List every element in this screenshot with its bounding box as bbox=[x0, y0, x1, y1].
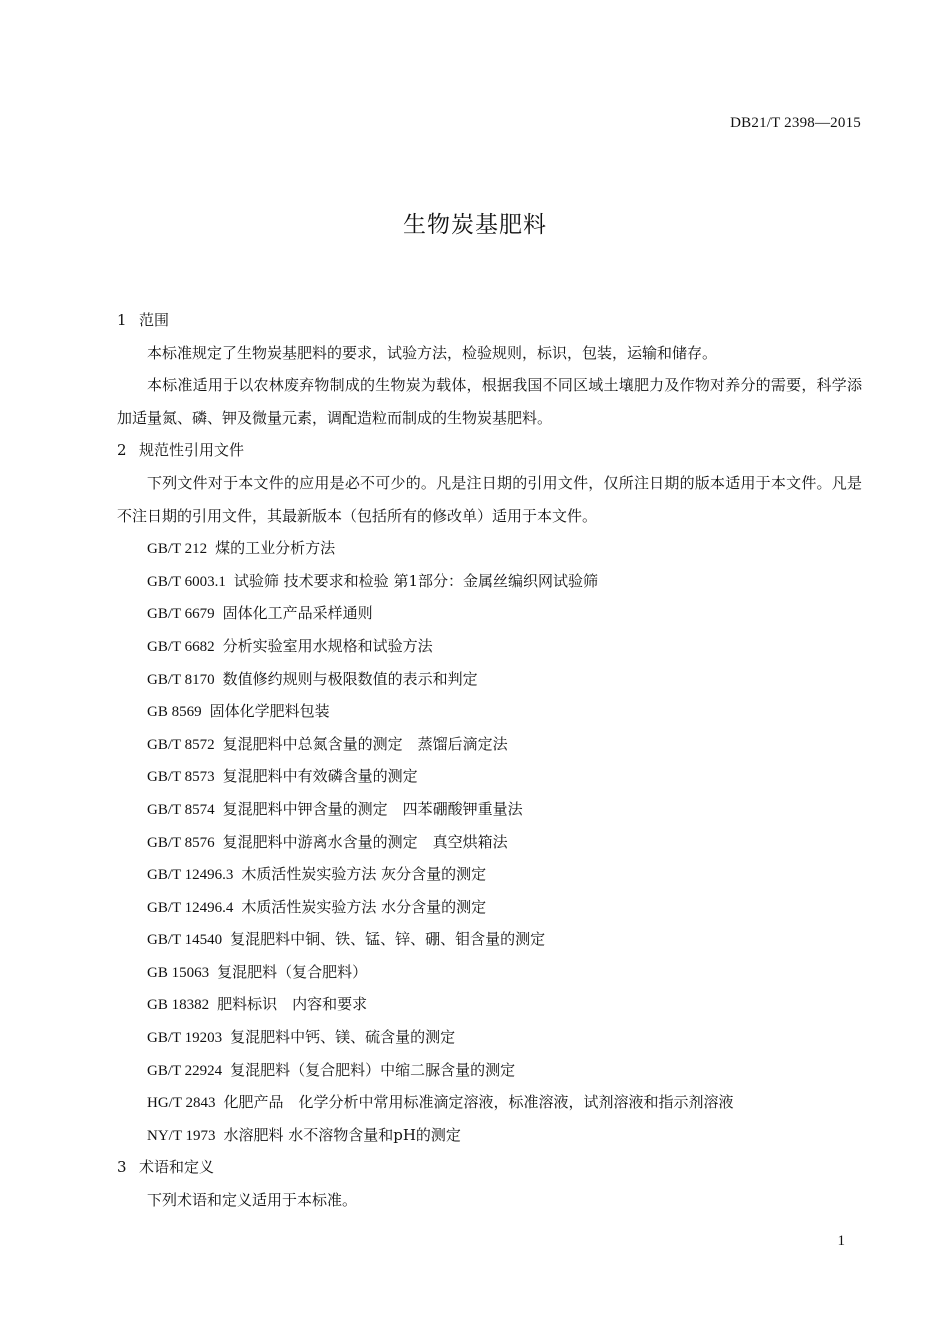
reference-title: 复混肥料中总氮含量的测定 蒸馏后滴定法 bbox=[222, 734, 508, 753]
reference-code: GB/T 8574 bbox=[147, 801, 215, 818]
reference-item bbox=[117, 537, 862, 570]
reference-title: 水溶肥料 水不溶物含量和pH的测定 bbox=[223, 1125, 461, 1144]
reference-code: GB/T 19203 bbox=[147, 1030, 223, 1047]
reference-title: 复混肥料中游离水含量的测定 真空烘箱法 bbox=[222, 832, 508, 851]
reference-code: GB/T 6679 bbox=[147, 606, 215, 623]
reference-code: GB/T 8576 bbox=[147, 834, 215, 851]
reference-title: 复混肥料中钾含量的测定 四苯硼酸钾重量法 bbox=[222, 799, 523, 818]
section-number: 2 bbox=[117, 441, 127, 460]
reference-title: 复混肥料中铜、铁、锰、锌、硼、钼含量的测定 bbox=[230, 930, 546, 949]
reference-code: GB 15063 bbox=[147, 964, 210, 981]
reference-code: GB/T 6682 bbox=[147, 638, 215, 655]
section-heading-terms-definitions bbox=[117, 1156, 862, 1189]
reference-code: NY/T 1973 bbox=[147, 1127, 216, 1144]
reference-item bbox=[117, 1091, 862, 1124]
reference-item bbox=[117, 1124, 862, 1157]
reference-code: GB/T 8572 bbox=[147, 736, 215, 753]
reference-item bbox=[117, 961, 862, 994]
reference-item bbox=[117, 668, 862, 701]
section-title: 范围 bbox=[139, 311, 170, 329]
reference-code: GB/T 212 bbox=[147, 541, 208, 558]
reference-code: GB/T 8573 bbox=[147, 769, 215, 786]
scope-paragraph-2: 本标准适用于以农林废弃物制成的生物炭为载体，根据我国不同区域土壤肥力及作物对养分的需要，科学添加适量氮、磷、钾及微量元素，调配造粒而制成的生物炭基肥料。 bbox=[117, 376, 862, 427]
reference-title: 固体化工产品采样通则 bbox=[222, 604, 373, 623]
reference-title: 复混肥料（复合肥料）中缩二脲含量的测定 bbox=[230, 1060, 516, 1079]
reference-item bbox=[117, 733, 862, 766]
reference-item bbox=[117, 896, 862, 929]
reference-code: GB/T 12496.4 bbox=[147, 899, 234, 916]
reference-title: 固体化学肥料包装 bbox=[209, 702, 330, 721]
reference-item bbox=[117, 570, 862, 603]
reference-title: 复混肥料中钙、镁、硫含量的测定 bbox=[230, 1028, 456, 1047]
reference-item bbox=[117, 798, 862, 831]
reference-item bbox=[117, 1026, 862, 1059]
reference-item bbox=[117, 602, 862, 635]
section-number: 1 bbox=[117, 311, 127, 329]
reference-list bbox=[117, 537, 862, 1156]
reference-title: 数值修约规则与极限数值的表示和判定 bbox=[222, 669, 478, 688]
reference-item bbox=[117, 1059, 862, 1092]
reference-item bbox=[117, 928, 862, 961]
reference-item bbox=[117, 700, 862, 733]
section-heading-scope bbox=[117, 309, 862, 342]
reference-code: HG/T 2843 bbox=[147, 1095, 216, 1112]
reference-title: 复混肥料（复合肥料） bbox=[217, 962, 368, 981]
document-title: 生物炭基肥料 bbox=[403, 212, 547, 238]
standard-number: DB21/T 2398—2015 bbox=[730, 115, 861, 131]
section-number: 3 bbox=[117, 1158, 127, 1177]
reference-title: 木质活性炭实验方法 水分含量的测定 bbox=[241, 897, 487, 916]
page-number: 1 bbox=[837, 1233, 845, 1249]
reference-code: GB/T 6003.1 bbox=[147, 573, 226, 590]
reference-title: 分析实验室用水规格和试验方法 bbox=[222, 636, 433, 655]
terms-intro-paragraph: 下列术语和定义适用于本标准。 bbox=[147, 1191, 358, 1210]
document-body bbox=[117, 309, 862, 1222]
reference-item bbox=[117, 635, 862, 668]
reference-code: GB/T 14540 bbox=[147, 932, 223, 949]
section-title: 术语和定义 bbox=[139, 1158, 215, 1177]
reference-title: 肥料标识 内容和要求 bbox=[217, 995, 368, 1014]
reference-title: 化肥产品 化学分析中常用标准滴定溶液，标准溶液，试剂溶液和指示剂溶液 bbox=[223, 1093, 734, 1112]
reference-item bbox=[117, 993, 862, 1026]
reference-title: 煤的工业分析方法 bbox=[215, 539, 336, 558]
reference-code: GB/T 8170 bbox=[147, 671, 215, 688]
reference-title: 复混肥料中有效磷含量的测定 bbox=[222, 767, 418, 786]
section-title: 规范性引用文件 bbox=[139, 441, 245, 460]
reference-code: GB 18382 bbox=[147, 997, 210, 1014]
reference-title: 试验筛 技术要求和检验 第1部分：金属丝编织网试验筛 bbox=[233, 571, 598, 590]
normative-intro-paragraph: 下列文件对于本文件的应用是必不可少的。凡是注日期的引用文件，仅所注日期的版本适用于本文件。凡是不注日期的引用文件，其最新版本（包括所有的修改单）适用于本文件。 bbox=[117, 473, 862, 525]
reference-code: GB/T 22924 bbox=[147, 1062, 223, 1079]
scope-paragraph-1: 本标准规定了生物炭基肥料的要求，试验方法，检验规则，标识，包装，运输和储存。 bbox=[147, 343, 718, 362]
reference-title: 木质活性炭实验方法 灰分含量的测定 bbox=[241, 865, 487, 884]
reference-code: GB/T 12496.3 bbox=[147, 867, 234, 884]
reference-item bbox=[117, 831, 862, 864]
reference-item bbox=[117, 765, 862, 798]
reference-item bbox=[117, 863, 862, 896]
reference-code: GB 8569 bbox=[147, 704, 202, 721]
